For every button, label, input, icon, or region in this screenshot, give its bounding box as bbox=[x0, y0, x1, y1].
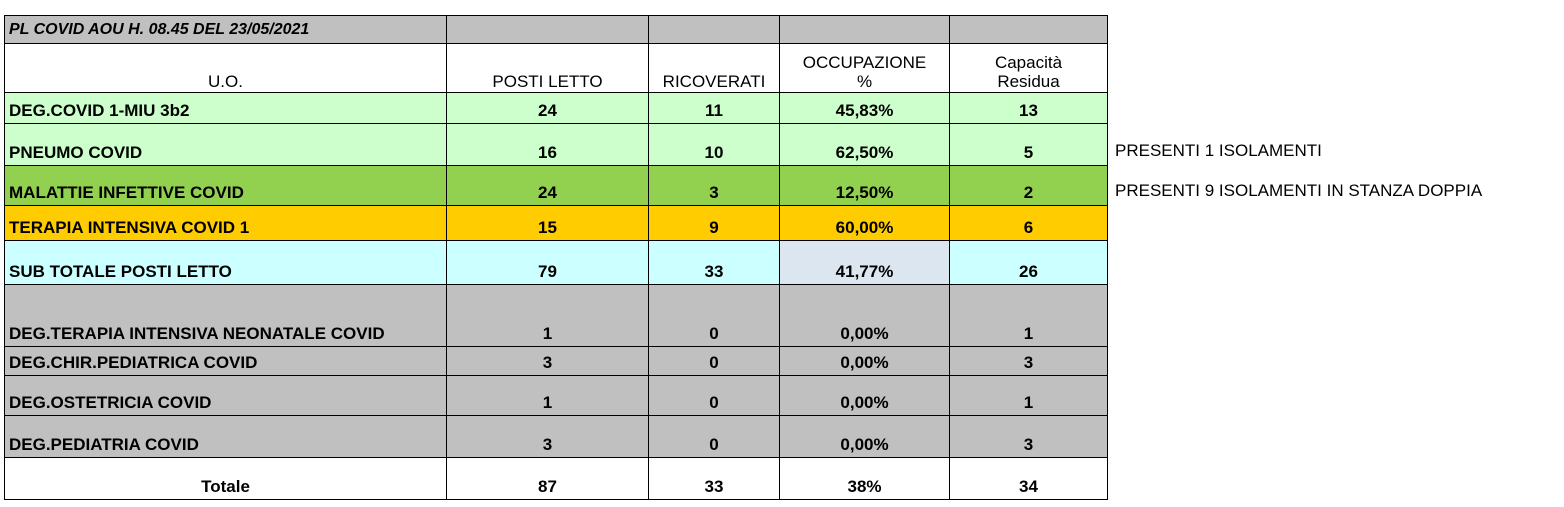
header-row bbox=[5, 44, 1108, 93]
header-uo: U.O. bbox=[5, 44, 447, 93]
ricoverati-cell: 9 bbox=[649, 206, 780, 241]
ricoverati-cell: 0 bbox=[649, 376, 780, 416]
posti-cell: 24 bbox=[447, 93, 649, 124]
capacita-cell: 13 bbox=[950, 93, 1108, 124]
total-ricoverati: 33 bbox=[649, 458, 780, 500]
occupazione-cell: 0,00% bbox=[780, 416, 950, 458]
title-empty-cell bbox=[780, 16, 950, 44]
table-row bbox=[5, 347, 1108, 376]
table-row bbox=[5, 416, 1108, 458]
occupazione-cell: 60,00% bbox=[780, 206, 950, 241]
header-capacita-line2: Residua bbox=[997, 72, 1060, 91]
title-empty-cell bbox=[447, 16, 649, 44]
posti-cell: 1 bbox=[447, 376, 649, 416]
ricoverati-cell: 0 bbox=[649, 347, 780, 376]
capacita-cell: 2 bbox=[950, 166, 1108, 206]
total-capacita: 34 bbox=[950, 458, 1108, 500]
posti-cell: 16 bbox=[447, 124, 649, 166]
uo-cell: PNEUMO COVID bbox=[5, 124, 447, 166]
table-row bbox=[5, 93, 1108, 124]
ricoverati-cell: 0 bbox=[649, 285, 780, 347]
table-row bbox=[5, 124, 1108, 166]
header-ricoverati: RICOVERATI bbox=[649, 44, 780, 93]
table-row bbox=[5, 285, 1108, 347]
uo-cell: DEG.CHIR.PEDIATRICA COVID bbox=[5, 347, 447, 376]
table-row bbox=[5, 376, 1108, 416]
total-label: Totale bbox=[5, 458, 447, 500]
table-title: PL COVID AOU H. 08.45 DEL 23/05/2021 bbox=[5, 16, 447, 44]
capacita-cell: 3 bbox=[950, 347, 1108, 376]
occupazione-cell: 0,00% bbox=[780, 376, 950, 416]
posti-cell: 3 bbox=[447, 347, 649, 376]
header-occupazione-line2: % bbox=[856, 72, 873, 91]
header-posti-letto: POSTI LETTO bbox=[447, 44, 649, 93]
posti-cell: 15 bbox=[447, 206, 649, 241]
capacita-cell: 26 bbox=[950, 241, 1108, 285]
occupazione-cell: 0,00% bbox=[780, 285, 950, 347]
title-row bbox=[5, 16, 1108, 44]
uo-cell: DEG.OSTETRICIA COVID bbox=[5, 376, 447, 416]
occupazione-cell: 41,77% bbox=[780, 241, 950, 285]
table-row bbox=[5, 241, 1108, 285]
covid-beds-table bbox=[4, 15, 1108, 500]
header-capacita bbox=[950, 44, 1108, 93]
capacita-cell: 1 bbox=[950, 285, 1108, 347]
total-row bbox=[5, 458, 1108, 500]
occupazione-cell: 12,50% bbox=[780, 166, 950, 206]
uo-cell: TERAPIA INTENSIVA COVID 1 bbox=[5, 206, 447, 241]
uo-cell: SUB TOTALE POSTI LETTO bbox=[5, 241, 447, 285]
posti-cell: 24 bbox=[447, 166, 649, 206]
total-posti: 87 bbox=[447, 458, 649, 500]
header-capacita-line1: Capacità bbox=[994, 53, 1063, 72]
title-empty-cell bbox=[950, 16, 1108, 44]
note-pneumo-isolamenti: PRESENTI 1 ISOLAMENTI bbox=[1115, 141, 1322, 160]
note-malattie-isolamenti: PRESENTI 9 ISOLAMENTI IN STANZA DOPPIA bbox=[1115, 181, 1483, 200]
capacita-cell: 5 bbox=[950, 124, 1108, 166]
capacita-cell: 1 bbox=[950, 376, 1108, 416]
ricoverati-cell: 3 bbox=[649, 166, 780, 206]
ricoverati-cell: 0 bbox=[649, 416, 780, 458]
posti-cell: 79 bbox=[447, 241, 649, 285]
uo-cell: MALATTIE INFETTIVE COVID bbox=[5, 166, 447, 206]
posti-cell: 1 bbox=[447, 285, 649, 347]
occupazione-cell: 62,50% bbox=[780, 124, 950, 166]
header-occupazione-line1: OCCUPAZIONE bbox=[802, 53, 927, 72]
total-occupazione: 38% bbox=[780, 458, 950, 500]
ricoverati-cell: 11 bbox=[649, 93, 780, 124]
title-empty-cell bbox=[649, 16, 780, 44]
occupazione-cell: 45,83% bbox=[780, 93, 950, 124]
uo-cell: DEG.COVID 1-MIU 3b2 bbox=[5, 93, 447, 124]
uo-cell: DEG.PEDIATRIA COVID bbox=[5, 416, 447, 458]
posti-cell: 3 bbox=[447, 416, 649, 458]
ricoverati-cell: 10 bbox=[649, 124, 780, 166]
occupazione-cell: 0,00% bbox=[780, 347, 950, 376]
table-row bbox=[5, 166, 1108, 206]
table-row bbox=[5, 206, 1108, 241]
capacita-cell: 6 bbox=[950, 206, 1108, 241]
header-occupazione bbox=[780, 44, 950, 93]
ricoverati-cell: 33 bbox=[649, 241, 780, 285]
uo-cell: DEG.TERAPIA INTENSIVA NEONATALE COVID bbox=[5, 285, 447, 347]
capacita-cell: 3 bbox=[950, 416, 1108, 458]
